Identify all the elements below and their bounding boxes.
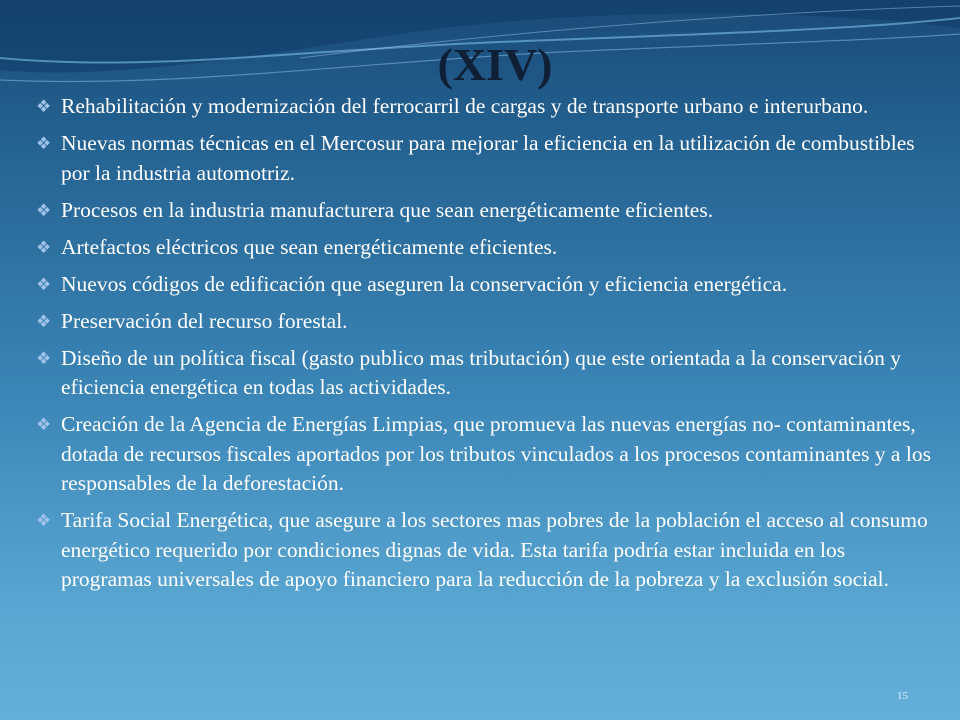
bullet-text: Creación de la Agencia de Energías Limpias, que promueva las nuevas energías no- contaminantes, dotada de recursos fiscales aportados por los tributos vinculados a los procesos contaminantes y a los responsables de la deforestación. — [61, 412, 931, 495]
bullet-text: Nuevas normas técnicas en el Mercosur para mejorar la eficiencia en la utilización de combustibles por la industria automotriz. — [61, 131, 915, 185]
diamond-bullet-icon: ❖ — [36, 348, 52, 368]
bullet-item — [36, 410, 936, 499]
diamond-bullet-icon: ❖ — [36, 237, 52, 257]
bullet-item — [36, 233, 936, 263]
bullet-text: Rehabilitación y modernización del ferrocarril de cargas y de transporte urbano e interurbano. — [61, 94, 869, 118]
diamond-bullet-icon: ❖ — [36, 311, 52, 331]
bullet-text: Diseño de un política fiscal (gasto publico mas tributación) que este orientada a la conservación y eficiencia energética en todas las actividades. — [61, 345, 902, 399]
bullet-item — [36, 506, 936, 595]
bullet-text: Preservación del recurso forestal. — [61, 308, 348, 333]
slide-title: (XIV) — [437, 39, 553, 90]
diamond-bullet-icon: ❖ — [36, 511, 52, 530]
bullet-item — [36, 196, 936, 226]
bullet-item — [36, 129, 936, 188]
bullet-item — [36, 270, 936, 300]
bullet-text: Nuevos códigos de edificación que aseguren la conservación y eficiencia energética. — [61, 271, 788, 296]
bullet-item — [36, 307, 936, 337]
bullet-item — [36, 344, 936, 403]
diamond-bullet-icon: ❖ — [36, 200, 52, 220]
bullet-text: Artefactos eléctricos que sean energéticamente eficientes. — [61, 234, 558, 259]
bullet-text: Tarifa Social Energética, que asegure a los sectores mas pobres de la población el acceso al consumo energético requerido por condiciones dignas de vida. Esta tarifa podría estar incluida en los programas universales de apoyo financiero para la reducción de la pobreza y la exclusión social. — [61, 508, 928, 591]
page-number: 15 — [897, 690, 908, 702]
bullet-list — [36, 92, 936, 602]
diamond-bullet-icon: ❖ — [36, 274, 52, 294]
diamond-bullet-icon: ❖ — [36, 134, 52, 153]
bullet-text: Procesos en la industria manufacturera que sean energéticamente eficientes. — [61, 197, 714, 222]
diamond-bullet-icon: ❖ — [36, 97, 52, 116]
bullet-item — [36, 92, 936, 122]
diamond-bullet-icon: ❖ — [36, 415, 52, 434]
